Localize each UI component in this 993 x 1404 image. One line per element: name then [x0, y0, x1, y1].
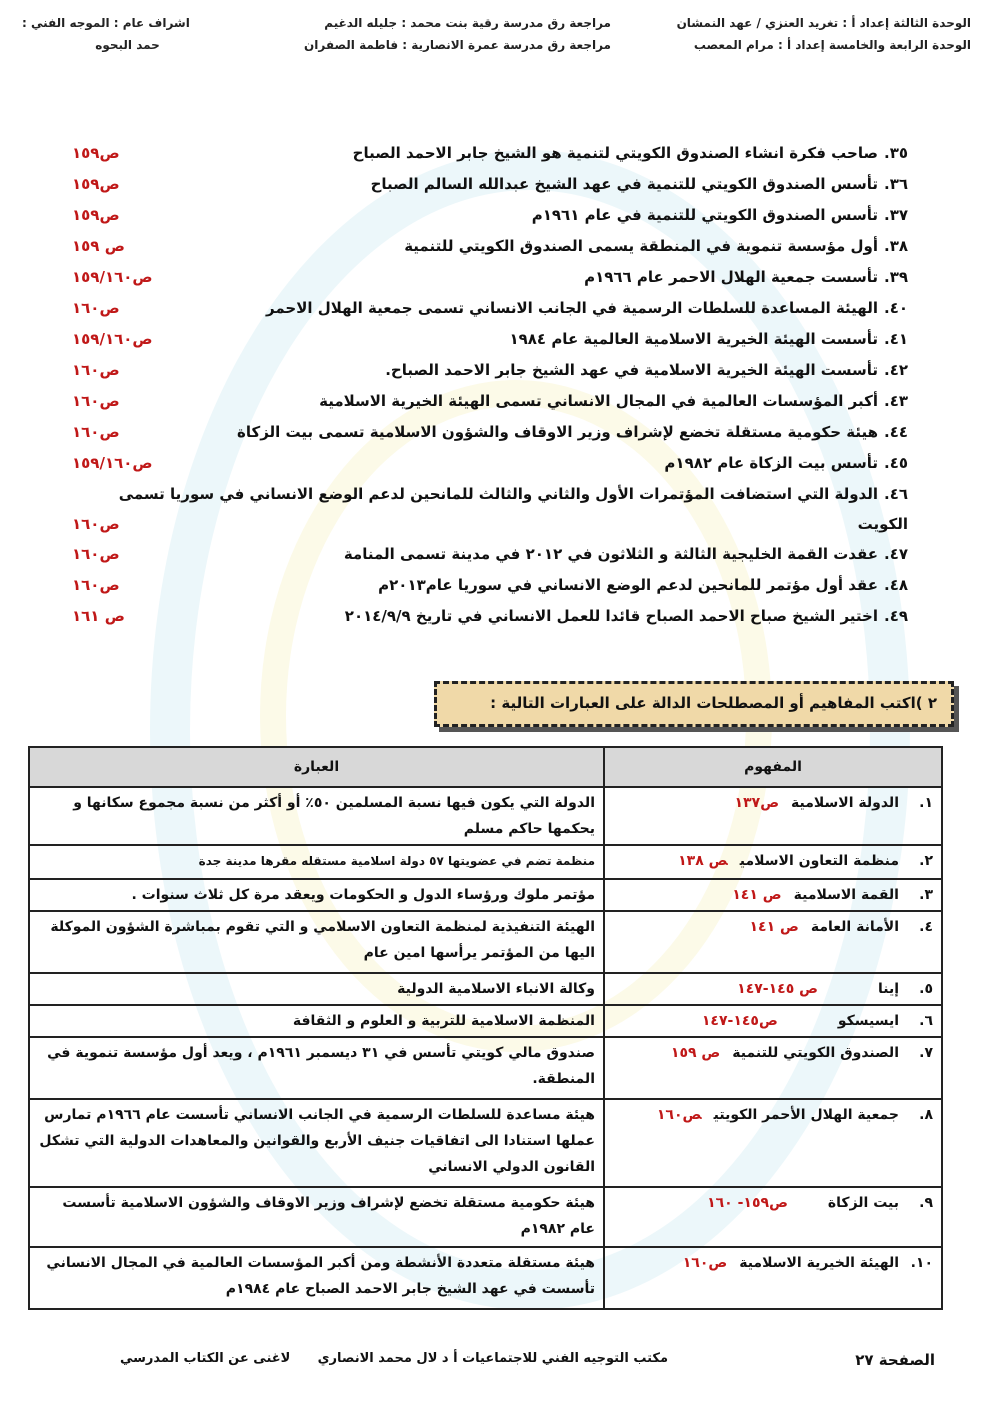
question-number: ٣٩. [883, 268, 908, 286]
question-text: أول مؤسسة تنموية في المنطقة يسمى الصندوق الكويتي للتنمية [404, 237, 878, 255]
definition-cell: هيئة مستقلة متعددة الأنشطة ومن أكبر المؤسسات العالمية في المجال الانساني تأسست في عهد الشيخ جابر الاحمد الصباح عام ١٩٨٤م [29, 1247, 604, 1309]
question-item [72, 601, 908, 632]
question-number: ٤٨. [883, 576, 908, 594]
page-reference: ص١٥٩ [72, 175, 120, 193]
concept-cell [604, 845, 942, 879]
concept-name: إينا [877, 981, 899, 997]
table-row [29, 787, 942, 845]
header-reviewers [304, 12, 611, 56]
question-number: ٣٧. [883, 206, 908, 224]
question-item [72, 138, 908, 169]
table-row [29, 1187, 942, 1247]
page-reference: ص١٥٩ [72, 206, 120, 224]
page-reference: ص١٥٩/١٦٠ [72, 268, 153, 286]
row-number: ٨. [919, 1107, 933, 1123]
concept-name: الهيئة الخيرية الاسلامية [739, 1255, 899, 1271]
question-text: الهيئة المساعدة للسلطات الرسمية في الجانب الانساني تسمى جمعية الهلال الاحمر [266, 299, 878, 317]
page-reference: ص١٦٠ [72, 576, 120, 594]
question-number: ٤٧. [883, 545, 908, 563]
concept-cell [604, 787, 942, 845]
question-text: تأسس بيت الزكاة عام ١٩٨٢م [664, 454, 878, 472]
definition-cell: الهيئة التنفيذية لمنظمة التعاون الاسلامي و التي تقوم بمباشرة الشؤون الموكلة اليها من المؤتمر يرأسها امين عام [29, 911, 604, 973]
question-item [72, 570, 908, 601]
concept-cell [604, 879, 942, 911]
table-header-row [29, 747, 942, 787]
question-item [72, 200, 908, 231]
question-number: ٤٤. [883, 423, 908, 441]
question-item [72, 169, 908, 200]
concept-name: الدولة الاسلامية [791, 795, 899, 811]
question-number: ٤١. [883, 330, 908, 348]
question-item [72, 262, 908, 293]
question-item [72, 539, 908, 570]
row-number: ٦. [919, 1013, 933, 1029]
question-number: ٣٥. [883, 144, 908, 162]
question-item [72, 448, 908, 479]
question-item [72, 386, 908, 417]
question-number: ٤٦. [883, 485, 908, 503]
concept-name: بيت الزكاة [827, 1195, 899, 1211]
table-row [29, 1099, 942, 1187]
concept-cell [604, 1099, 942, 1187]
question-text: عقدت القمة الخليجية الثالثة و الثلاثون في ٢٠١٢ في مدينة تسمى المنامة [343, 545, 878, 563]
definition-cell: وكالة الانباء الاسلامية الدولية [29, 973, 604, 1005]
page-reference: ص١٥٩ [72, 144, 120, 162]
question-number: ٤٩. [883, 607, 908, 625]
page-reference: ص١٦٠ [72, 515, 120, 533]
header-line: الوحدة الرابعة والخامسة إعداد أ : مرام المعصب [693, 38, 971, 52]
page-reference: ص ١٦١ [72, 607, 125, 625]
header-line: الوحدة الثالثة إعداد أ : تغريد العنزي / عهد النمشان [676, 16, 971, 30]
question-item [72, 355, 908, 386]
section-title: ٢ )اكتب المفاهيم أو المصطلحات الدالة على العبارات التالية : [434, 681, 954, 727]
header-authors [677, 12, 971, 56]
question-text: تأسست جمعية الهلال الاحمر عام ١٩٦٦م [584, 268, 878, 286]
definition-cell: الدولة التي يكون فيها نسبة المسلمين ٥٠٪ أو أكثر من نسبة مجموع سكانها و يحكمها حاكم مسلم [29, 787, 604, 845]
concept-page-reference: ص ١٥٩ [670, 1045, 721, 1061]
page-reference: ص١٦٠ [72, 392, 120, 410]
row-number: ٣. [919, 887, 933, 903]
page-reference: ص١٥٩/١٦٠ [72, 330, 153, 348]
page-reference: ص١٦٠ [72, 299, 120, 317]
header-line: اشراف عام : الموجه الفني : [22, 16, 190, 30]
concept-name: الأمانة العامة [810, 919, 899, 935]
question-item [72, 293, 908, 324]
page-header [22, 12, 971, 60]
question-text: هيئة حكومية مستقلة تخضع لإشراف وزير الاوقاف والشؤون الاسلامية تسمى بيت الزكاة [237, 423, 878, 441]
page-reference: ص١٦٠ [72, 545, 120, 563]
question-item [72, 417, 908, 448]
definition-cell: المنظمة الاسلامية للتربية و العلوم و الثقافة [29, 1005, 604, 1037]
question-text: الدولة التي استضافت المؤتمرات الأول والثاني والثالث للمانحين لدعم الوضع الانساني في سوريا تسمى الكويت [118, 485, 908, 533]
question-number: ٤٠. [883, 299, 908, 317]
question-number: ٣٨. [883, 237, 908, 255]
question-list [72, 138, 908, 632]
question-number: ٤٥. [883, 454, 908, 472]
concept-cell [604, 1037, 942, 1099]
question-text: عقد أول مؤتمر للمانحين لدعم الوضع الانساني في سوريا عام٢٠١٣م [378, 576, 878, 594]
concept-cell [604, 973, 942, 1005]
definition-cell: منظمة تضم في عضويتها ٥٧ دولة اسلامية مستقله مقرها مدينة جدة [29, 845, 604, 879]
concept-cell [604, 1247, 942, 1309]
row-number: ١. [919, 795, 933, 811]
row-number: ٥. [919, 981, 933, 997]
column-header-definition: العبارة [29, 747, 604, 787]
concept-page-reference: ص١٥٩- ١٦٠ [707, 1195, 788, 1211]
concept-name: الصندوق الكويتي للتنمية [732, 1045, 899, 1061]
header-line: مراجعة رق مدرسة عمرة الانصارية : فاطمة الصفران [304, 38, 611, 52]
footer-office: مكتب التوجيه الفني للاجتماعيات أ د لال محمد الانصاري [317, 1351, 668, 1366]
question-number: ٣٦. [883, 175, 908, 193]
definition-cell: صندوق مالي كويتي تأسس في ٣١ ديسمبر ١٩٦١م ، ويعد أول مؤسسة تنموية في المنطقة. [29, 1037, 604, 1099]
concept-name: منظمة التعاون الاسلامي [739, 853, 899, 869]
table-row [29, 845, 942, 879]
concept-cell [604, 911, 942, 973]
question-number: ٤٣. [883, 392, 908, 410]
question-number: ٤٢. [883, 361, 908, 379]
page-reference: ص١٥٩/١٦٠ [72, 454, 153, 472]
page-reference: ص ١٥٩ [72, 237, 125, 255]
concept-page-reference: ص١٦٠ [656, 1107, 702, 1123]
table-row [29, 1247, 942, 1309]
concept-cell [604, 1187, 942, 1247]
concepts-table [28, 746, 943, 1310]
row-number: ٤. [919, 919, 933, 935]
definition-cell: هيئة مساعدة للسلطات الرسمية في الجانب الانساني تأسست عام ١٩٦٦م تمارس عملها استنادا الى اتفاقيات جنيف الأربع والقوانين والمعاهدات الدولية التي تشكل القانون الدولي الانساني [29, 1099, 604, 1187]
page-number: الصفحة ٢٧ [855, 1351, 935, 1369]
concept-name: ايسيسكو [837, 1013, 899, 1029]
concept-page-reference: ص ١٤٥-١٤٧ [737, 981, 818, 997]
question-text: تأسس الصندوق الكويتي للتنمية في عام ١٩٦١م [531, 206, 878, 224]
table-row [29, 911, 942, 973]
concept-page-reference: ص١٣٧ [734, 795, 780, 811]
question-text: تأسست الهيئة الخيرية الاسلامية العالمية عام ١٩٨٤ [509, 330, 878, 348]
concept-cell [604, 1005, 942, 1037]
question-item [72, 231, 908, 262]
question-text: تأسس الصندوق الكويتي للتنمية في عهد الشيخ عبدالله السالم الصباح [370, 175, 878, 193]
question-text: أكبر المؤسسات العالمية في المجال الانساني تسمى الهيئة الخيرية الاسلامية [319, 392, 878, 410]
concept-name: القمة الاسلامية [793, 887, 899, 903]
row-number: ١٠. [910, 1255, 933, 1271]
concept-page-reference: ص ١٣٨ [678, 853, 728, 869]
concept-page-reference: ص١٤٥-١٤٧ [701, 1013, 778, 1029]
question-text: اختير الشيخ صباح الاحمد الصباح قائدا للعمل الانساني في تاريخ ٢٠١٤/٩/٩ [344, 607, 878, 625]
header-line: مراجعة رق مدرسة رقية بنت محمد : جليله الدغيم [324, 16, 611, 30]
concept-name: جمعية الهلال الأحمر الكويتي [713, 1107, 899, 1123]
definition-cell: مؤتمر ملوك ورؤساء الدول و الحكومات ويعقد مرة كل ثلاث سنوات . [29, 879, 604, 911]
row-number: ٢. [919, 853, 933, 869]
page-reference: ص١٦٠ [72, 361, 120, 379]
concept-page-reference: ص ١٤١ [749, 919, 799, 935]
row-number: ٧. [919, 1045, 933, 1061]
header-line: حمد البحوه [95, 38, 160, 52]
concept-page-reference: ص١٦٠ [682, 1255, 728, 1271]
table-row [29, 1037, 942, 1099]
table-row [29, 879, 942, 911]
question-text: تأسست الهيئة الخيرية الاسلامية في عهد الشيخ جابر الاحمد الصباح. [385, 361, 878, 379]
table-row [29, 973, 942, 1005]
page-footer [40, 1351, 953, 1375]
column-header-concept: المفهوم [604, 747, 942, 787]
page-reference: ص١٦٠ [72, 423, 120, 441]
table-row [29, 1005, 942, 1037]
header-supervision [22, 12, 190, 56]
question-item [72, 324, 908, 355]
row-number: ٩. [919, 1195, 933, 1211]
question-item [72, 479, 908, 539]
question-text: صاحب فكرة انشاء الصندوق الكويتي لتنمية هو الشيخ جابر الاحمد الصباح [352, 144, 878, 162]
concept-page-reference: ص ١٤١ [732, 887, 782, 903]
footer-note: لاغنى عن الكتاب المدرسي [120, 1351, 291, 1366]
definition-cell: هيئة حكومية مستقلة تخضع لإشراف وزير الاوقاف والشؤون الاسلامية تأسست عام ١٩٨٢م [29, 1187, 604, 1247]
